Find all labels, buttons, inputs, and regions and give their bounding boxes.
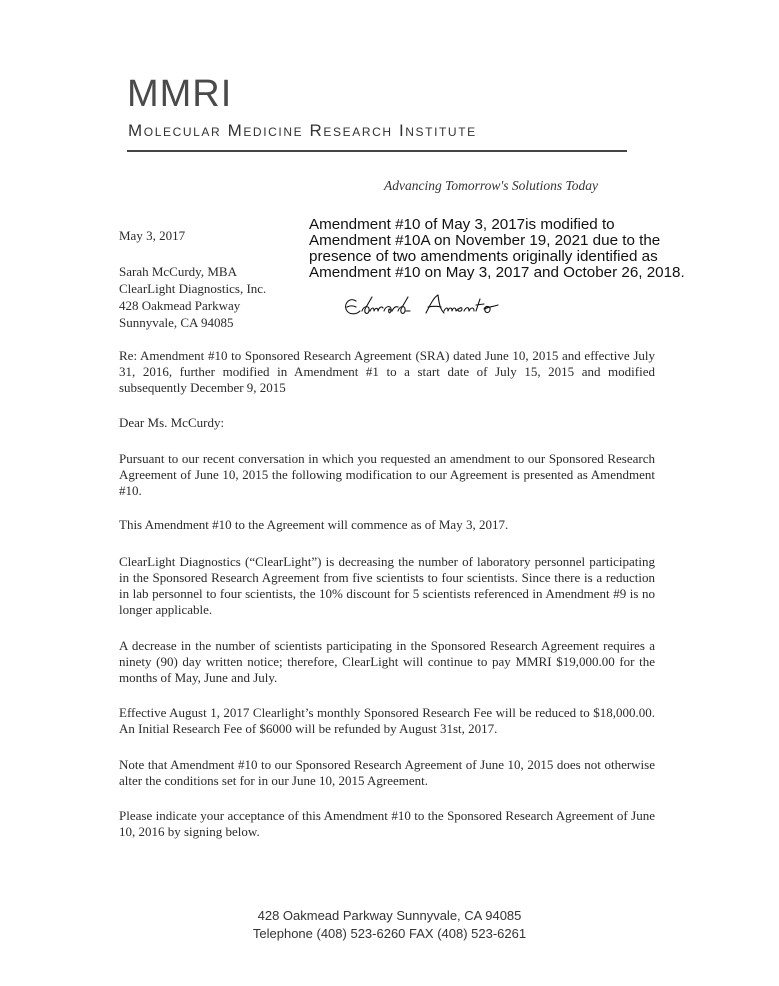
recipient-company: ClearLight Diagnostics, Inc.: [119, 281, 267, 296]
salutation: Dear Ms. McCurdy:: [119, 415, 225, 430]
letter-date: May 3, 2017: [119, 228, 186, 243]
mmri-logo: MMRI: [127, 73, 233, 115]
footer-phone: Telephone (408) 523-6260 FAX (408) 523-6261: [252, 926, 527, 941]
handwritten-signature: [340, 291, 520, 325]
recipient-name: Sarah McCurdy, MBA: [119, 264, 237, 279]
letterhead-divider: [127, 150, 627, 152]
overlay-line: Amendment #10A on November 19, 2021 due to the: [309, 232, 661, 249]
recipient-street: 428 Oakmead Parkway: [119, 298, 241, 313]
amendment-overlay-note: [309, 217, 729, 281]
paragraph-7: Please indicate your acceptance of this Amendment #10 to the Sponsored Research Agreement of June 10, 2016 by signing below.: [119, 808, 655, 839]
paragraph-5: Effective August 1, 2017 Clearlight’s monthly Sponsored Research Fee will be reduced to $18,000.00. An Initial Research Fee of $6000 will be refunded by August 31st, 2017.: [119, 705, 655, 736]
institute-name: Molecular Medicine Research Institute: [128, 121, 477, 140]
paragraph-3: ClearLight Diagnostics (“ClearLight”) is decreasing the number of laboratory personnel participating in the Sponsored Research Agreement from five scientists to four scientists. Since there is a reduction in lab personnel to four scientists, the 10% discount for 5 scientists referenced in Amendment #9 is no longer applicable.: [119, 554, 655, 617]
tagline: Advancing Tomorrow's Solutions Today: [384, 178, 599, 193]
paragraph-2: This Amendment #10 to the Agreement will commence as of May 3, 2017.: [119, 517, 509, 532]
overlay-line: presence of two amendments originally identified as: [309, 248, 658, 265]
recipient-address: [119, 263, 266, 331]
footer-address: 428 Oakmead Parkway Sunnyvale, CA 94085: [257, 908, 522, 923]
re-line: Re: Amendment #10 to Sponsored Research Agreement (SRA) dated June 10, 2015 and effective July 31, 2016, further modified in Amendment #1 to a start date of July 15, 2015 and modified subsequently December 9, 2015: [119, 348, 655, 395]
paragraph-1: Pursuant to our recent conversation in which you requested an amendment to our Sponsored Research Agreement of June 10, 2015 the following modification to our Agreement is presented as Amendment #10.: [119, 451, 655, 498]
overlay-line: Amendment #10 on May 3, 2017 and October 26, 2018.: [309, 264, 685, 281]
overlay-line: Amendment #10 of May 3, 2017is modified to: [309, 216, 615, 233]
paragraph-6: Note that Amendment #10 to our Sponsored Research Agreement of June 10, 2015 does not otherwise alter the conditions set for in our June 10, 2015 Agreement.: [119, 757, 655, 788]
recipient-city: Sunnyvale, CA 94085: [119, 315, 234, 330]
paragraph-4: A decrease in the number of scientists participating in the Sponsored Research Agreement requires a ninety (90) day written notice; therefore, ClearLight will continue to pay MMRI $19,000.00 for the months of May, June and July.: [119, 638, 655, 685]
